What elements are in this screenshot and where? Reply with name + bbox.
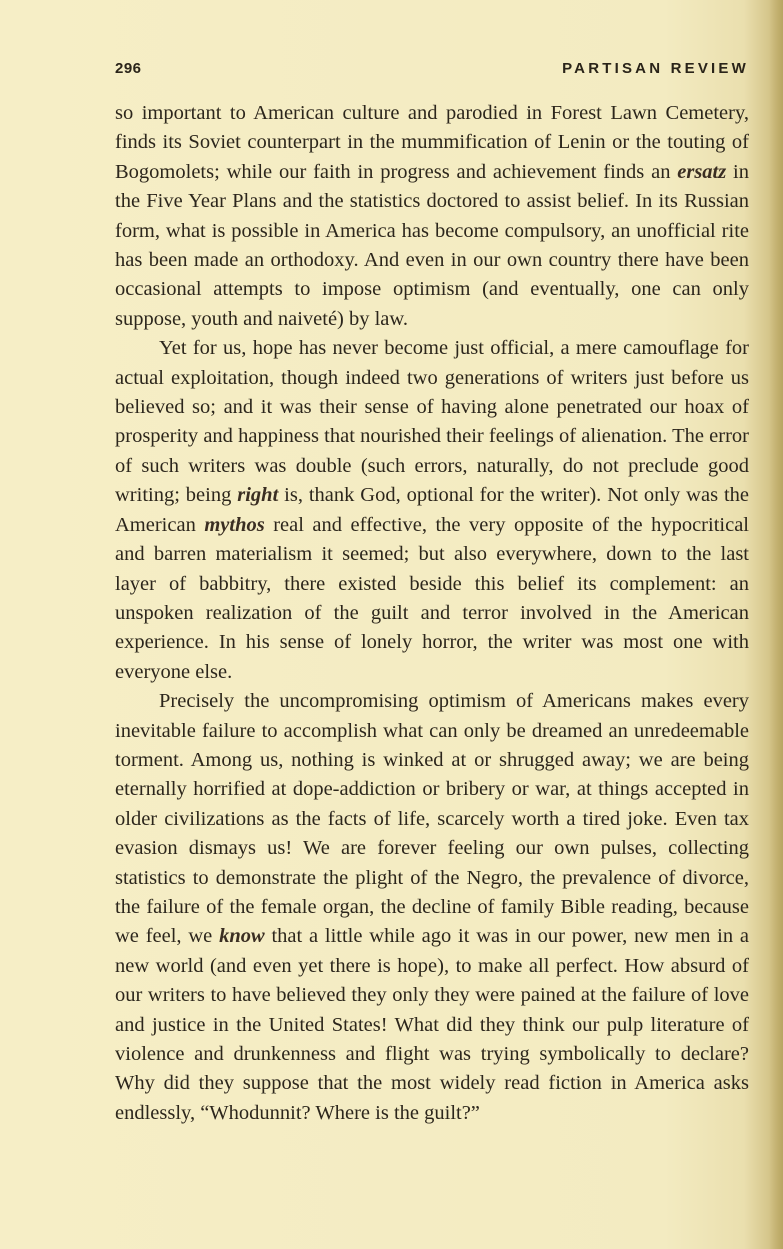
text-segment: is, thank God, optional for the writer). Not only was the American (115, 484, 749, 536)
text-segment: so important to American culture and parodied in Forest Lawn Cemetery, finds its Soviet counterpart in the mummification of Lenin or the touting of Bogomolets; while our faith in progress and achievement finds an (115, 102, 749, 183)
italic-term: know (219, 925, 265, 948)
text-segment: that a little while ago it was in our power, new men in a new world (and even yet there is hope), to make all perfect. How absurd of our writers to have believed they only they were pained at the failure of love and justice in the United States! What did they think our pulp literature of violence and drunkenness and flight was trying symbolically to declare? Why did they suppose that the most widely read fiction in America asks endlessly, “Whodunnit? Where is the guilt?” (115, 925, 749, 1124)
page-edge-shadow (769, 0, 783, 1249)
italic-term: right (237, 484, 279, 507)
page-number: 296 (115, 60, 142, 77)
page-header (115, 60, 749, 84)
paragraph (115, 687, 749, 1128)
running-head: PARTISAN REVIEW (562, 60, 749, 77)
body-text (115, 99, 749, 1128)
italic-term: ersatz (677, 160, 727, 183)
text-segment: Precisely the uncompromising optimism of Americans makes every inevitable failure to accomplish what can only be dreamed an unredeemable torment. Among us, nothing is winked at or shrugged away; we are being eternally horrified at dope-addiction or bribery or war, at things accepted in older civilizations as the facts of life, scarcely worth a tired joke. Even tax evasion dismays us! We are forever feeling our own pulses, collecting statistics to demonstrate the plight of the Negro, the prevalence of divorce, the failure of the female organ, the decline of family Bible reading, because we feel, we (115, 690, 749, 948)
italic-term: mythos (204, 513, 265, 536)
text-segment: in the Five Year Plans and the statistics doctored to assist belief. In its Russian form, what is possible in America has become compulsory, an unofficial rite has been made an orthodoxy. And even in our own country there have been occasional attempts to impose optimism (and eventually, one can only suppose, youth and naiveté) by law. (115, 160, 749, 330)
text-segment: real and effective, the very opposite of the hypocritical and barren materialism it seemed; but also everywhere, down to the last layer of babbitry, there existed beside this belief its complement: an unspoken realization of the guilt and terror involved in the American experience. In his sense of lonely horror, the writer was most one with everyone else. (115, 513, 749, 683)
text-segment: Yet for us, hope has never become just official, a mere camouflage for actual exploitation, though indeed two generations of writers just before us believed so; and it was their sense of having alone penetrated our hoax of prosperity and happiness that nourished their feelings of alienation. The error of such writers was double (such errors, naturally, do not preclude good writing; being (115, 337, 749, 507)
paragraph (115, 99, 749, 334)
paragraph (115, 334, 749, 687)
